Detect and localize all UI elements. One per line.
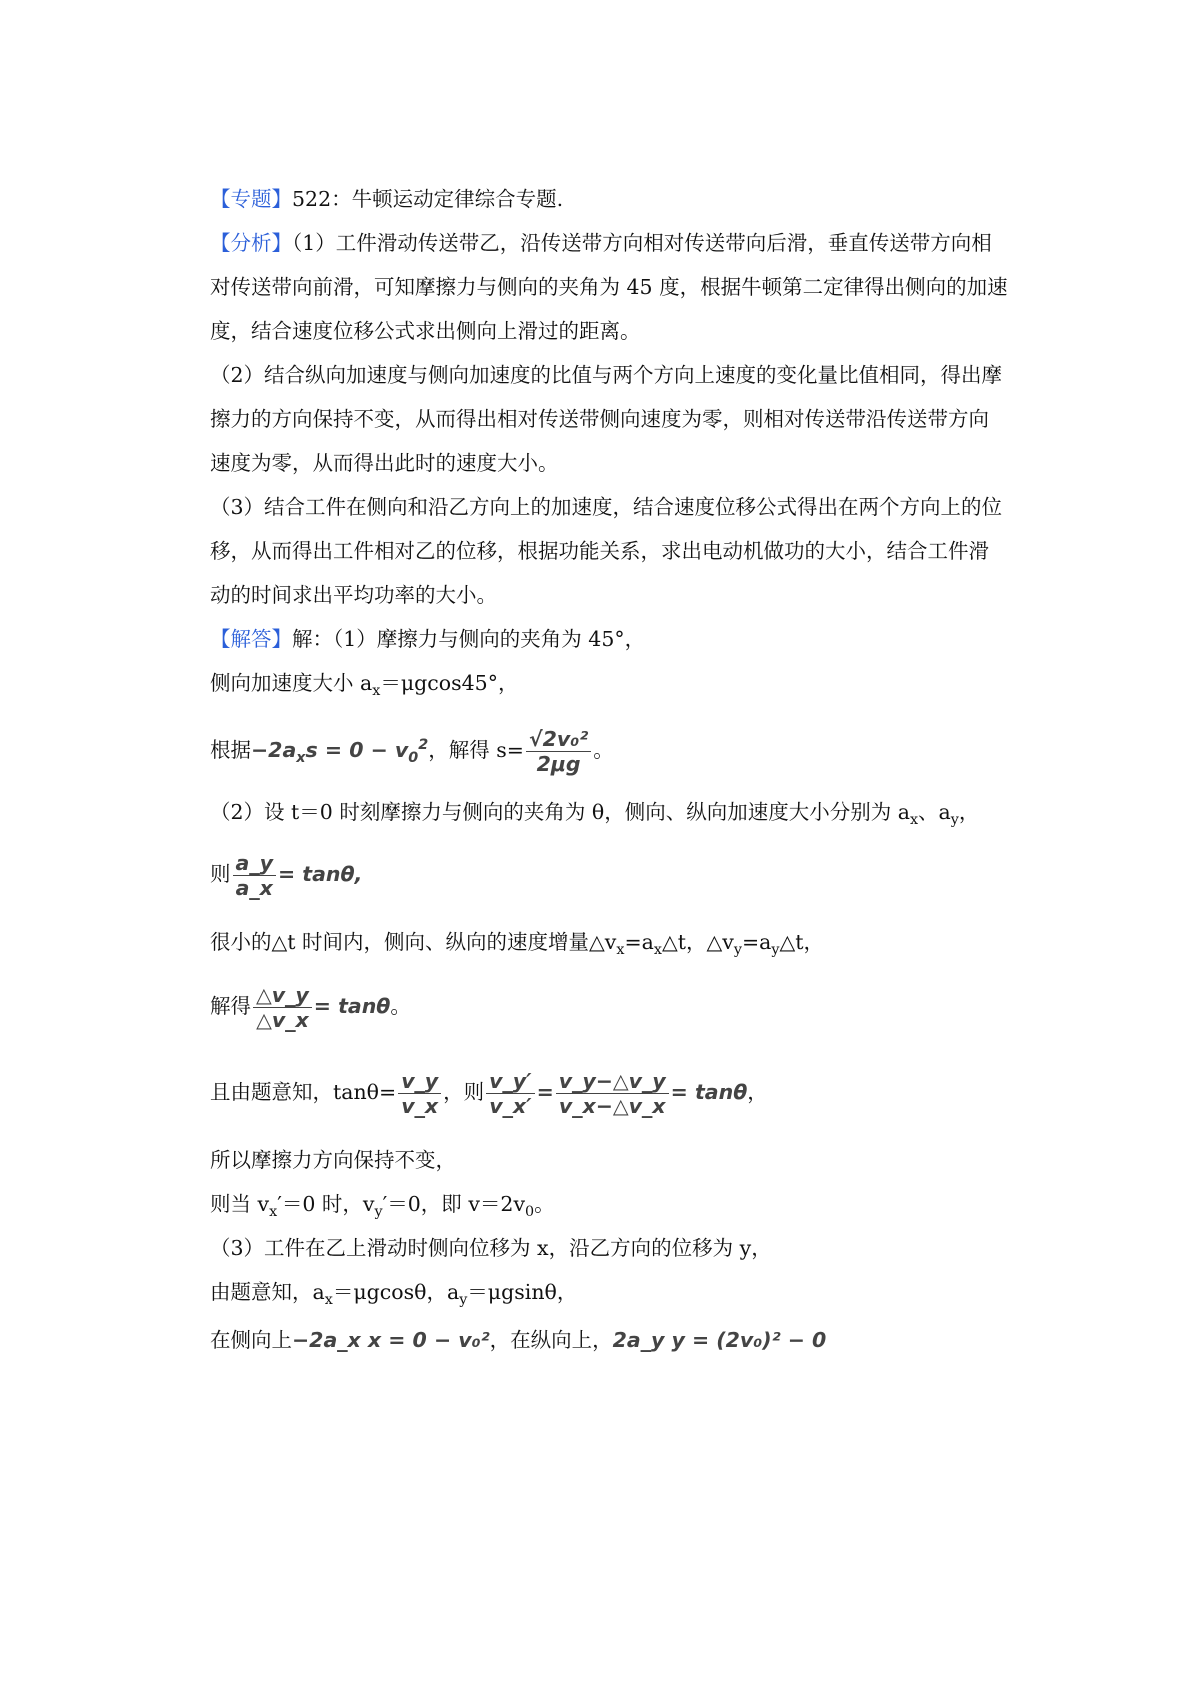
subscript: x	[616, 942, 625, 959]
answer-line-6	[210, 928, 1020, 964]
text-run: ，解得 s=	[428, 737, 524, 762]
subscript: y	[733, 942, 742, 959]
answer-line-9: 所以摩擦力方向保持不变，	[210, 1148, 456, 1172]
analysis-line-6: 速度为零，从而得出此时的速度大小。	[210, 451, 559, 475]
analysis-line-4: （2）结合纵向加速度与侧向加速度的比值与两个方向上速度的变化量比值相同，得出摩	[210, 363, 1003, 387]
answer-line-8	[210, 1063, 1020, 1121]
text-run: 则	[210, 862, 231, 886]
fraction-formula: $\frac{\triangle v\_y}{\triangle v\_x}$	[253, 983, 312, 1032]
text-run: 侧向加速度大小 a	[210, 671, 373, 695]
text-run: 根据	[210, 737, 251, 762]
answer-text: 解：（1）摩擦力与侧向的夹角为 45°，	[292, 627, 646, 651]
fraction-formula: $\frac{v\_y-\triangle v\_y}{v\_x-\triangle v\_x}$	[556, 1069, 669, 1118]
text-run: 且由题意知，tanθ=	[210, 1080, 397, 1104]
answer-line-13	[210, 1326, 1020, 1354]
text-run: ，则	[443, 1080, 485, 1104]
answer-line-1	[210, 625, 1020, 653]
answer-line-7	[210, 977, 1020, 1035]
text-run: 很小的△t 时间内，侧向、纵向的速度增量△v	[210, 930, 617, 954]
text-run: △t，△v	[661, 930, 734, 954]
subscript: x	[372, 683, 381, 700]
topic-tag: 【专题】	[210, 187, 292, 211]
subscript: y	[459, 1292, 468, 1309]
analysis-line-9: 动的时间求出平均功率的大小。	[210, 583, 497, 607]
formula: 2a_y y = (2v₀)² − 0	[612, 1328, 827, 1352]
formula: = tanθ	[313, 994, 391, 1018]
text-run: 。	[534, 1192, 555, 1216]
analysis-line-8: 移，从而得出工件相对乙的位移，根据功能关系，求出电动机做功的大小，结合工件滑	[210, 539, 989, 563]
answer-line-10	[210, 1190, 1020, 1226]
text-run: 解得	[210, 994, 251, 1018]
text-run: ，	[747, 1080, 768, 1104]
analysis-line-5: 擦力的方向保持不变，从而得出相对传送带侧向速度为零，则相对传送带沿传送带方向	[210, 407, 989, 431]
subscript: x	[269, 1204, 278, 1221]
text-run: 、a	[918, 800, 951, 824]
answer-line-11: （3）工件在乙上滑动时侧向位移为 x，沿乙方向的位移为 y，	[210, 1236, 772, 1260]
formula: =	[536, 1080, 554, 1104]
formula: $-2a_xs = 0 - v_0^2$	[251, 737, 429, 766]
analysis-line-1	[210, 229, 1020, 257]
fraction-formula: $\frac{a\_y}{a\_x}$	[233, 851, 276, 900]
fraction-formula: $\frac{v\_y}{v\_x}$	[398, 1069, 441, 1118]
answer-line-5	[210, 845, 1020, 903]
text-run: ＝μgcosθ，a	[332, 1280, 460, 1304]
text-run: 。	[593, 737, 614, 762]
topic-text: 522：牛顿运动定律综合专题.	[292, 187, 564, 211]
text-run: ，在纵向上，	[489, 1328, 613, 1352]
subscript: x	[909, 812, 919, 829]
analysis-line-3: 度，结合速度位移公式求出侧向上滑过的距离。	[210, 319, 641, 343]
text-run: =a	[624, 930, 654, 954]
text-run: （2）设 t＝0 时刻摩擦力与侧向的夹角为 θ，侧向、纵向加速度大小分别为 a	[210, 800, 910, 824]
answer-line-2	[210, 669, 1020, 705]
text-run: 在侧向上	[210, 1328, 292, 1352]
formula: −2a_x x = 0 − v₀²	[292, 1328, 490, 1352]
topic-line	[210, 185, 1020, 213]
text-run: =a	[741, 930, 772, 954]
formula: = tanθ	[670, 1080, 748, 1104]
text-run: ＝μgcos45°，	[380, 671, 519, 695]
analysis-text: （1）工件滑动传送带乙，沿传送带方向相对传送带向后滑，垂直传送带方向相	[292, 231, 992, 255]
analysis-tag: 【分析】	[210, 231, 292, 255]
text-run: ′＝0 时，v	[277, 1192, 375, 1216]
analysis-line-7: （3）结合工件在侧向和沿乙方向上的加速度，结合速度位移公式得出在两个方向上的位	[210, 495, 1003, 519]
text-run: 。	[390, 994, 411, 1018]
text-run: ′＝0，即 v＝2v	[382, 1192, 526, 1216]
subscript: y	[950, 812, 959, 829]
subscript: 0	[525, 1204, 535, 1221]
text-run: ＝μgsinθ，	[467, 1280, 578, 1304]
formula: = tanθ,	[277, 862, 363, 886]
answer-line-12	[210, 1278, 1020, 1314]
analysis-line-2: 对传送带向前滑，可知摩擦力与侧向的夹角为 45 度，根据牛顿第二定律得出侧向的加速	[210, 275, 1008, 299]
fraction-formula: $\frac{\text{√2v₀²}}{2\mu g}$	[526, 727, 591, 776]
text-run: △t，	[779, 930, 824, 954]
subscript: x	[324, 1292, 333, 1309]
answer-line-4	[210, 798, 1020, 834]
subscript: y	[374, 1204, 383, 1221]
subscript: y	[771, 942, 780, 959]
subscript: x	[653, 942, 662, 959]
answer-line-3	[210, 716, 1020, 787]
answer-tag: 【解答】	[210, 627, 292, 651]
text-run: ，	[958, 800, 980, 824]
fraction-formula: $\frac{v\_y'}{v\_x'}$	[486, 1069, 534, 1118]
text-run: 则当 v	[210, 1192, 270, 1216]
text-run: 由题意知，a	[210, 1280, 325, 1304]
